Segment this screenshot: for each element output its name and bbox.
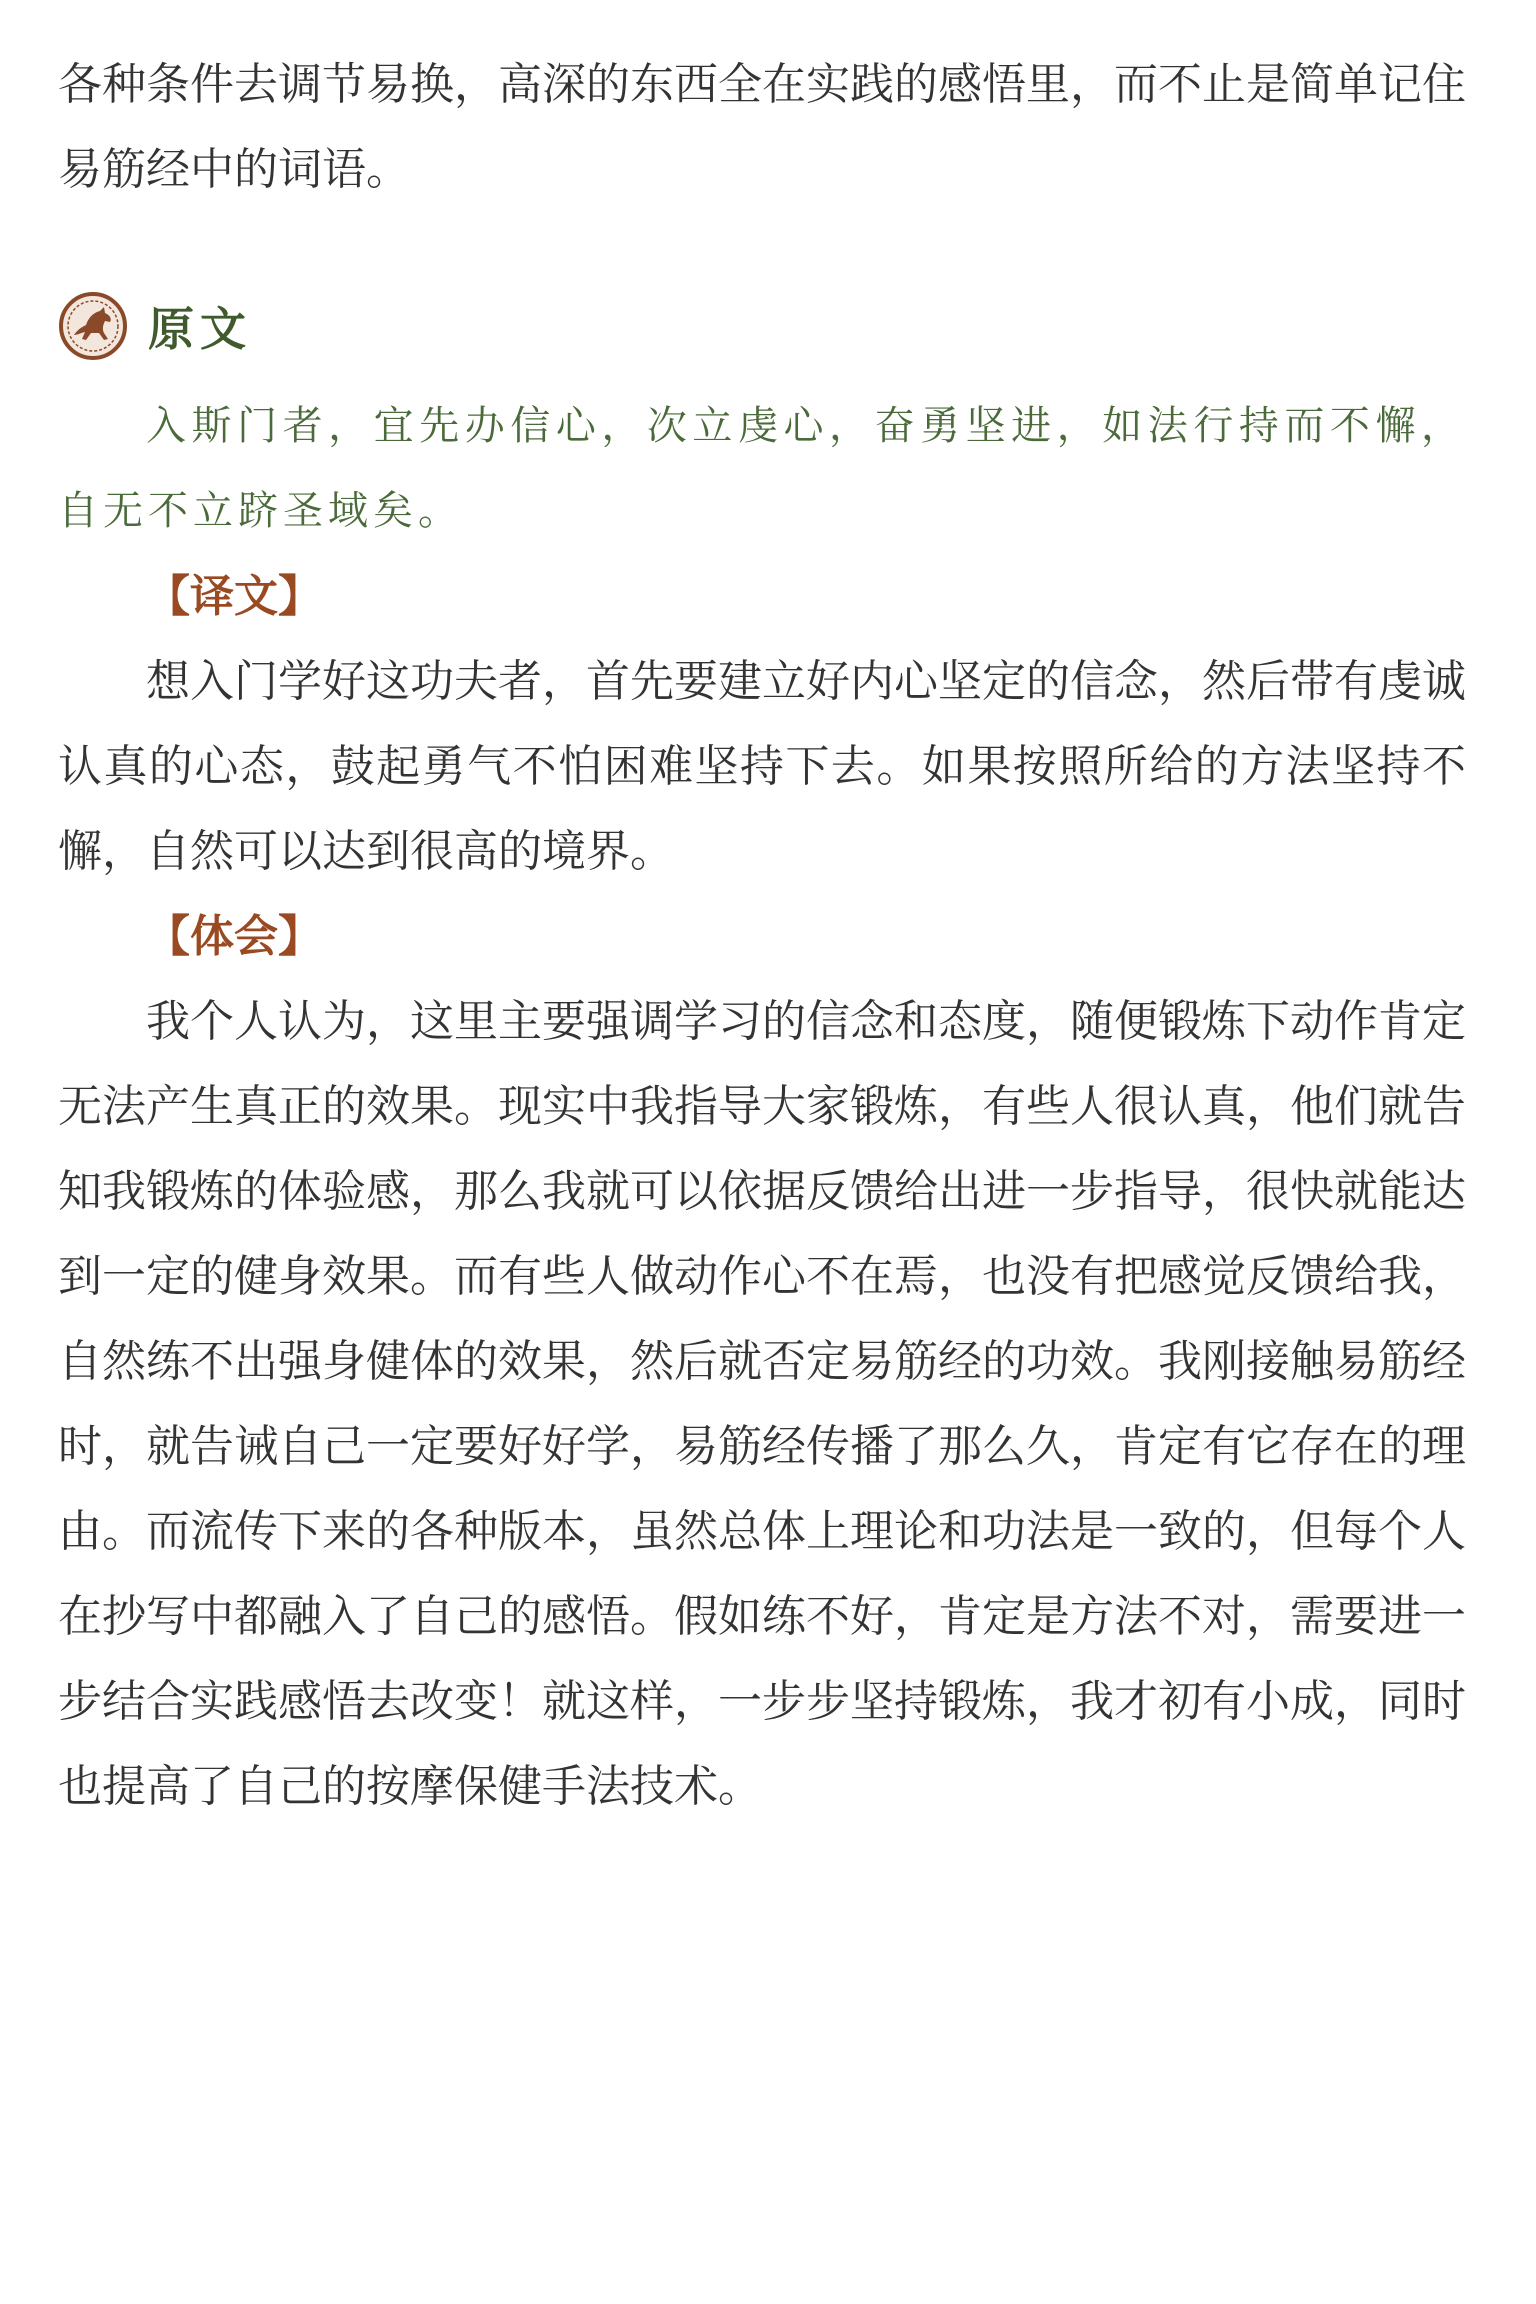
- yiwen-heading: 【译文】: [146, 571, 322, 622]
- yuanwen-section-header: [58, 288, 252, 364]
- yuanwen-title: 原文: [148, 302, 252, 356]
- classical-original-text: 入斯门者，宜先办信心，次立虔心，奋勇坚进，如法行持而不懈，自无不立跻圣域矣。: [58, 403, 1466, 534]
- horse-seal-icon: [58, 291, 128, 361]
- tihui-heading: 【体会】: [146, 911, 322, 962]
- tihui-paragraph: 我个人认为，这里主要强调学习的信念和态度，随便锻炼下动作肯定无法产生真正的效果。现实中我指导大家锻炼，有些人很认真，他们就告知我锻炼的体验感，那么我就可以依据反馈给出进一步指导，很快就能达到一定的健身效果。而有些人做动作心不在焉，也没有把感觉反馈给我，自然练不出强身健体的效果，然后就否定易筋经的功效。我刚接触易筋经时，就告诫自己一定要好好学，易筋经传播了那么久，肯定有它存在的理由。而流传下来的各种版本，虽然总体上理论和功法是一致的，但每个人在抄写中都融入了自己的感悟。假如练不好，肯定是方法不对，需要进一步结合实践感悟去改变！就这样，一步步坚持锻炼，我才初有小成，同时也提高了自己的按摩保健手法技术。: [58, 996, 1466, 1812]
- intro-paragraph: 各种条件去调节易换，高深的东西全在实践的感悟里，而不止是简单记住易筋经中的词语。: [58, 59, 1466, 195]
- yiwen-paragraph: 想入门学好这功夫者，首先要建立好内心坚定的信念，然后带有虔诚认真的心态，鼓起勇气不怕困难坚持下去。如果按照所给的方法坚持不懈，自然可以达到很高的境界。: [58, 656, 1466, 877]
